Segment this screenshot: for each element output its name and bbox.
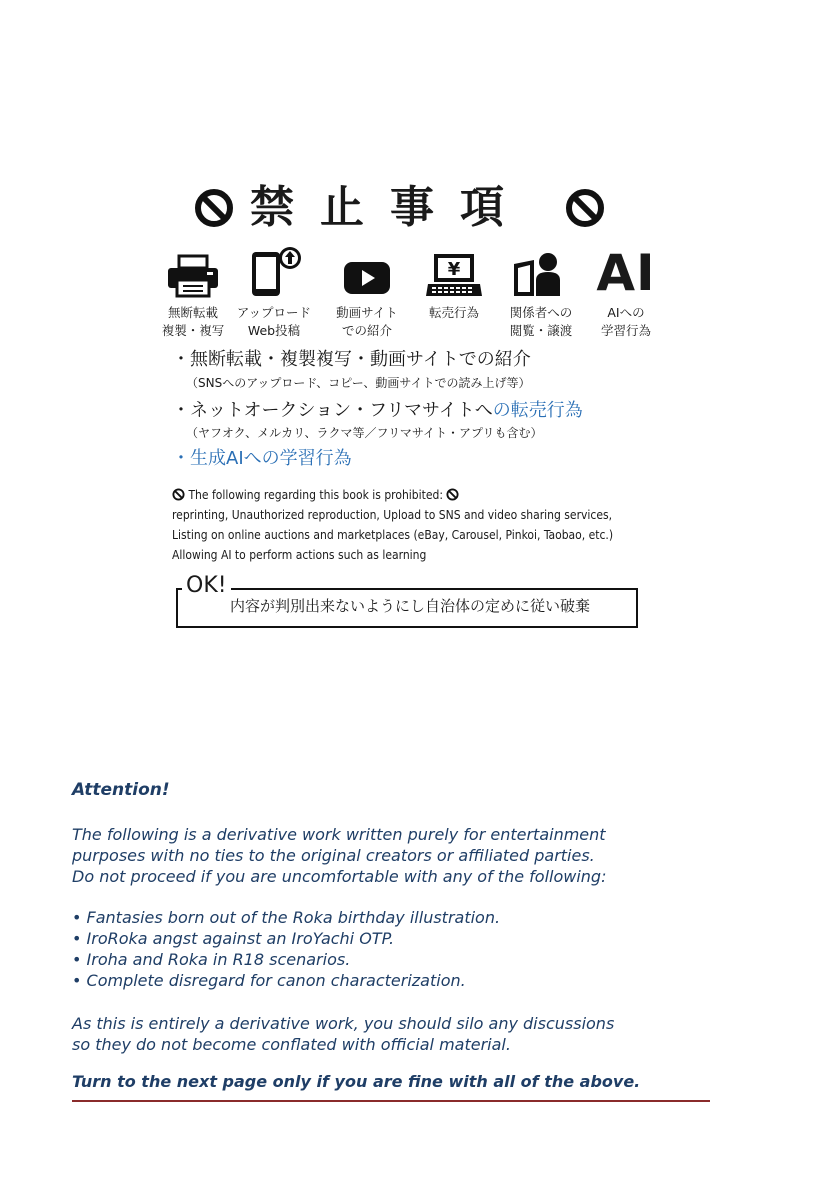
phone-upload-icon — [246, 246, 302, 298]
attention-list — [72, 907, 500, 991]
english-notice-line: Allowing AI to perform actions such as learning — [172, 548, 427, 562]
prohibited-icon — [565, 188, 605, 228]
attention-intro — [72, 824, 606, 887]
page-title: 禁止事項 — [250, 182, 530, 233]
jp-bullet-2 — [172, 399, 583, 423]
attention-list-item: • Iroha and Roka in R18 scenarios. — [72, 950, 351, 969]
english-notice-line: reprinting, Unauthorized reproduction, Upload to SNS and video sharing services, — [172, 508, 613, 522]
jp-bullet-2-prefix: ・ネットオークション・フリマサイトへ — [172, 400, 493, 421]
icon-item-reprint — [155, 246, 231, 340]
attention-final-note: Turn to the next page only if you are fine with all of the above. — [72, 1072, 641, 1091]
icon-caption: 無断転載 — [167, 305, 218, 320]
ok-disposal-text: 内容が判別出来ないようにし自治体の定めに従い破棄 — [230, 597, 591, 615]
icon-item-share — [503, 246, 579, 340]
icon-caption: Web投稿 — [247, 323, 301, 338]
jp-bullet-1: ・無断転載・複製複写・動画サイトでの紹介 — [172, 349, 531, 370]
jp-bullet-3: ・生成AIへの学習行為 — [172, 448, 352, 469]
icon-caption: での紹介 — [341, 323, 392, 338]
icon-caption: アップロード — [236, 305, 312, 320]
attention-closing — [72, 1013, 614, 1055]
prohibitions-title-row — [180, 178, 620, 238]
icon-item-resale — [416, 246, 492, 322]
jp-bullet-1-note: （SNSへのアップロード、コピー、動画サイトでの読み上げ等） — [186, 376, 531, 390]
attention-list-item: • Complete disregard for canon characterization. — [72, 971, 466, 990]
attention-list-item: • Fantasies born out of the Roka birthday illustration. — [72, 908, 501, 927]
english-notice-heading — [172, 485, 613, 505]
icon-caption: 動画サイト — [336, 305, 398, 320]
english-notice — [172, 485, 613, 565]
jp-bullet-2-note: （ヤフオク、メルカリ、ラクマ等／フリマサイト・アプリも含む） — [186, 426, 543, 440]
svg-text:¥: ¥ — [447, 259, 461, 280]
prohibited-icon — [194, 188, 234, 228]
printer-icon — [165, 254, 221, 298]
ok-label: OK! — [182, 573, 231, 599]
ai-text-icon: AI — [596, 244, 656, 302]
icon-item-ai — [588, 246, 664, 340]
icon-caption: 複製・複写 — [161, 323, 225, 338]
icon-caption: 学習行為 — [600, 323, 651, 338]
prohibited-icon — [446, 488, 459, 501]
attention-title: Attention! — [72, 780, 170, 800]
english-notice-line: Listing on online auctions and marketplaces (eBay, Carousel, Pinkoi, Taobao, etc.) — [172, 528, 614, 542]
book-person-icon — [512, 250, 570, 298]
icon-item-upload — [236, 246, 312, 340]
attention-closing-line: As this is entirely a derivative work, you should silo any discussions — [72, 1014, 615, 1033]
attention-closing-line: so they do not become conflated with official material. — [72, 1035, 511, 1054]
icon-caption: AIへの — [607, 305, 645, 320]
prohibited-icon — [172, 488, 185, 501]
icon-caption: 閲覧・譲渡 — [509, 323, 573, 338]
attention-intro-line: The following is a derivative work written purely for entertainment — [72, 825, 606, 844]
icon-caption: 関係者への — [509, 305, 573, 320]
jp-bullet-2-highlight: の転売行為 — [492, 400, 583, 421]
ok-box-top-border — [176, 588, 636, 590]
english-notice-line: The following regarding this book is prohibited: — [188, 488, 444, 502]
icon-caption: 転売行為 — [428, 305, 479, 320]
video-play-icon — [342, 258, 392, 298]
attention-intro-line: purposes with no ties to the original creators or affiliated parties. — [72, 846, 595, 865]
final-underline — [72, 1100, 710, 1102]
attention-list-item: • IroRoka angst against an IroYachi OTP. — [72, 929, 395, 948]
attention-intro-line: Do not proceed if you are uncomfortable with any of the following: — [72, 867, 607, 886]
laptop-yen-icon — [424, 252, 484, 298]
icon-item-video — [329, 246, 405, 340]
